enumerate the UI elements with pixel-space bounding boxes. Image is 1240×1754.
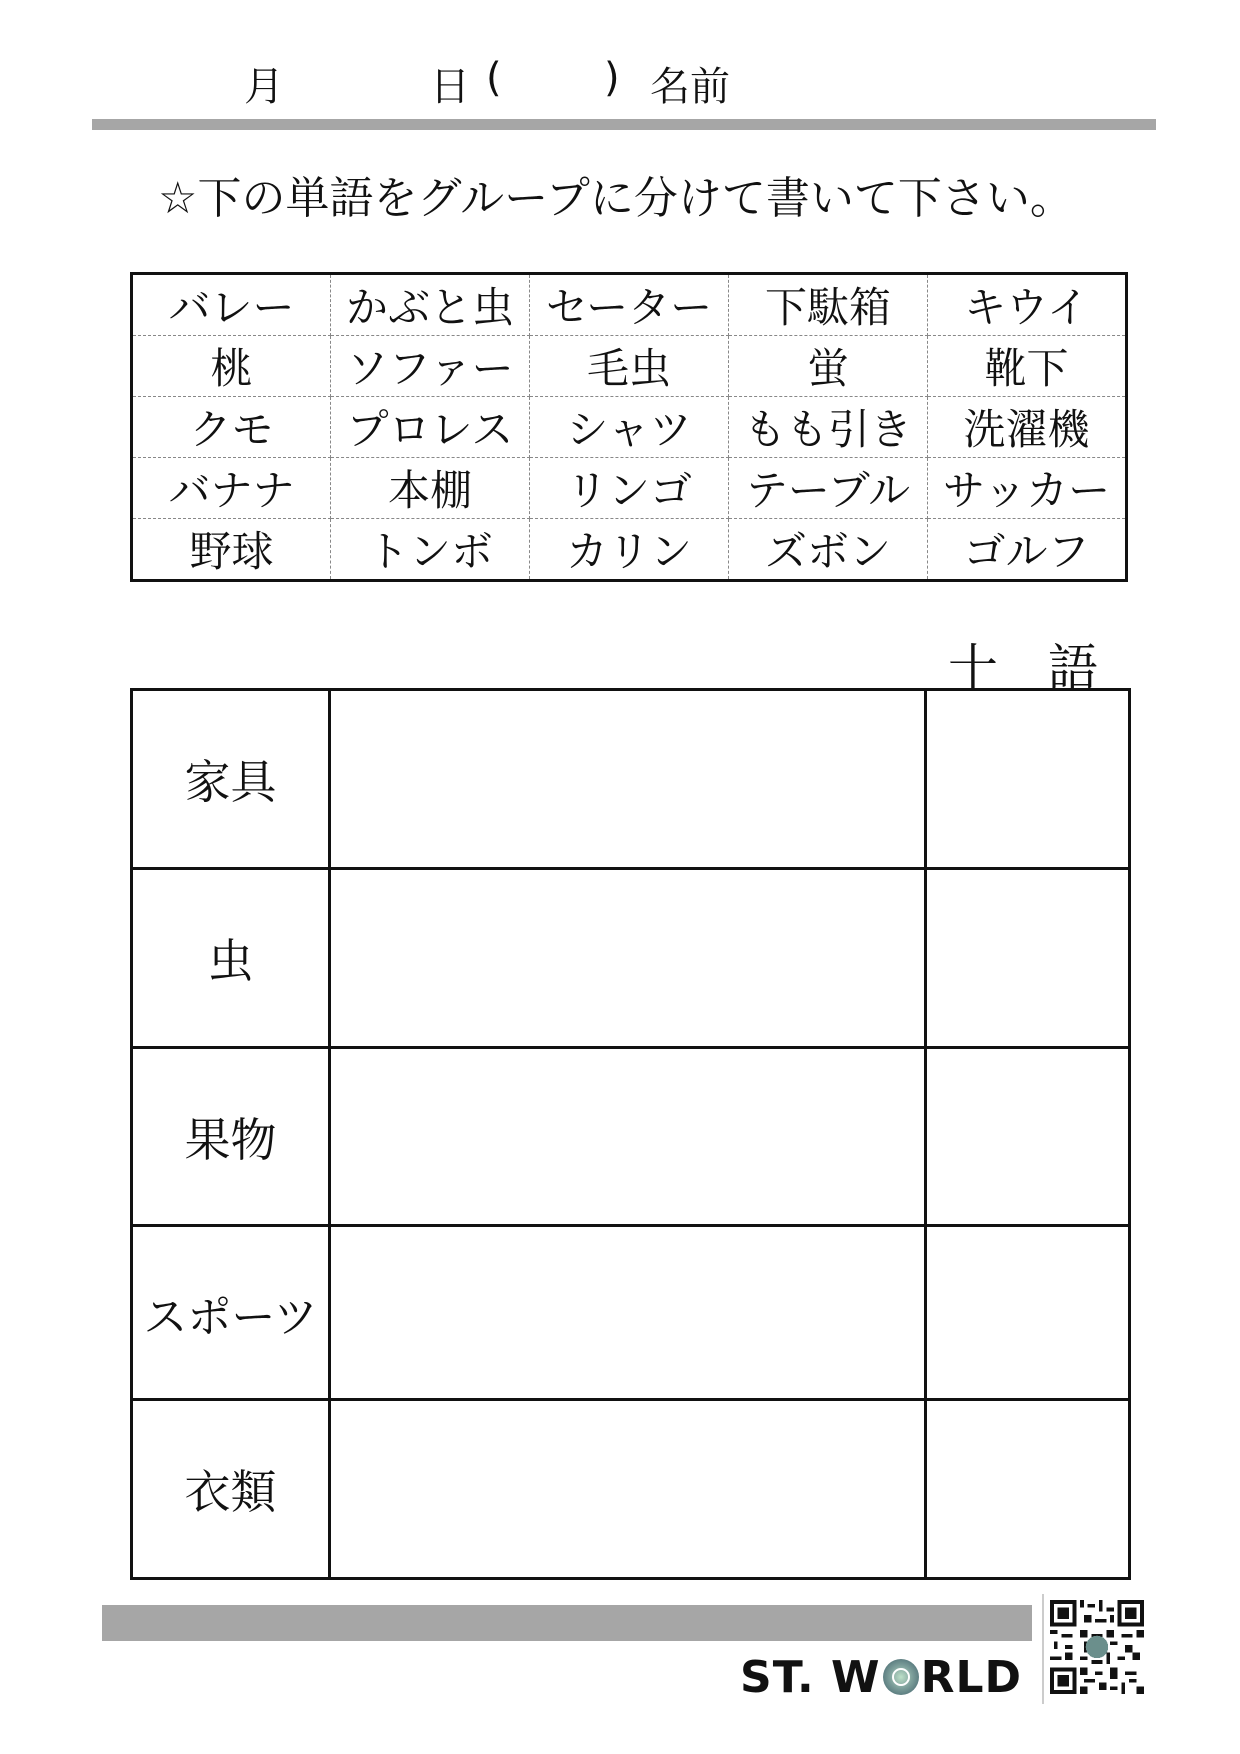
word-cell: バナナ	[132, 458, 331, 519]
word-cell: クモ	[132, 397, 331, 458]
word-row	[132, 519, 1127, 581]
count-cell[interactable]	[926, 1047, 1130, 1226]
group-row	[132, 1047, 1130, 1226]
word-cell: ソファー	[331, 336, 530, 397]
brand-logo	[740, 1652, 1022, 1703]
word-count-label: 十 語	[948, 639, 1098, 697]
word-cell: バレー	[132, 274, 331, 336]
word-cell: もも引き	[729, 397, 928, 458]
count-cell[interactable]	[926, 1226, 1130, 1400]
word-cell: 本棚	[331, 458, 530, 519]
word-cell: リンゴ	[530, 458, 729, 519]
globe-icon	[883, 1659, 919, 1695]
word-cell: 洗濯機	[928, 397, 1127, 458]
word-cell: ゴルフ	[928, 519, 1127, 581]
group-row	[132, 1226, 1130, 1400]
count-cell[interactable]	[926, 1400, 1130, 1579]
group-name: 虫	[132, 868, 330, 1047]
word-cell: シャツ	[530, 397, 729, 458]
footer-divider	[1042, 1594, 1044, 1704]
answer-cell[interactable]	[330, 690, 926, 869]
answer-cell[interactable]	[330, 1400, 926, 1579]
word-cell: 毛虫	[530, 336, 729, 397]
answer-cell[interactable]	[330, 1047, 926, 1226]
answer-cell[interactable]	[330, 868, 926, 1047]
top-divider-bar	[92, 119, 1156, 130]
word-cell: 桃	[132, 336, 331, 397]
brand-text-prefix: ST. W	[740, 1652, 881, 1703]
word-cell: カリン	[530, 519, 729, 581]
word-cell: 靴下	[928, 336, 1127, 397]
answer-cell[interactable]	[330, 1226, 926, 1400]
open-paren: (	[486, 55, 502, 101]
month-label: 月	[244, 64, 284, 110]
group-row	[132, 690, 1130, 869]
count-cell[interactable]	[926, 690, 1130, 869]
close-paren: )	[604, 55, 620, 101]
word-cell: トンボ	[331, 519, 530, 581]
bottom-divider-bar	[102, 1605, 1032, 1641]
word-cell: 蛍	[729, 336, 928, 397]
group-row	[132, 1400, 1130, 1579]
word-cell: テーブル	[729, 458, 928, 519]
word-row	[132, 274, 1127, 336]
word-cell: セーター	[530, 274, 729, 336]
word-grid	[130, 272, 1128, 582]
word-row	[132, 458, 1127, 519]
count-cell[interactable]	[926, 868, 1130, 1047]
word-cell: ズボン	[729, 519, 928, 581]
word-cell: プロレス	[331, 397, 530, 458]
instruction-text: ☆下の単語をグループに分けて書いて下さい。	[158, 173, 1074, 224]
group-answer-table	[130, 688, 1131, 1580]
word-row	[132, 397, 1127, 458]
word-cell: 野球	[132, 519, 331, 581]
word-cell: サッカー	[928, 458, 1127, 519]
word-cell: キウイ	[928, 274, 1127, 336]
name-label: 名前	[650, 64, 730, 110]
word-row	[132, 336, 1127, 397]
brand-text-suffix: RLD	[920, 1652, 1023, 1703]
word-cell: かぶと虫	[331, 274, 530, 336]
group-name: スポーツ	[132, 1226, 330, 1400]
day-label: 日	[430, 64, 470, 110]
group-name: 果物	[132, 1047, 330, 1226]
word-cell: 下駄箱	[729, 274, 928, 336]
group-name: 衣類	[132, 1400, 330, 1579]
group-row	[132, 868, 1130, 1047]
group-name: 家具	[132, 690, 330, 869]
qr-code-icon	[1050, 1600, 1144, 1694]
